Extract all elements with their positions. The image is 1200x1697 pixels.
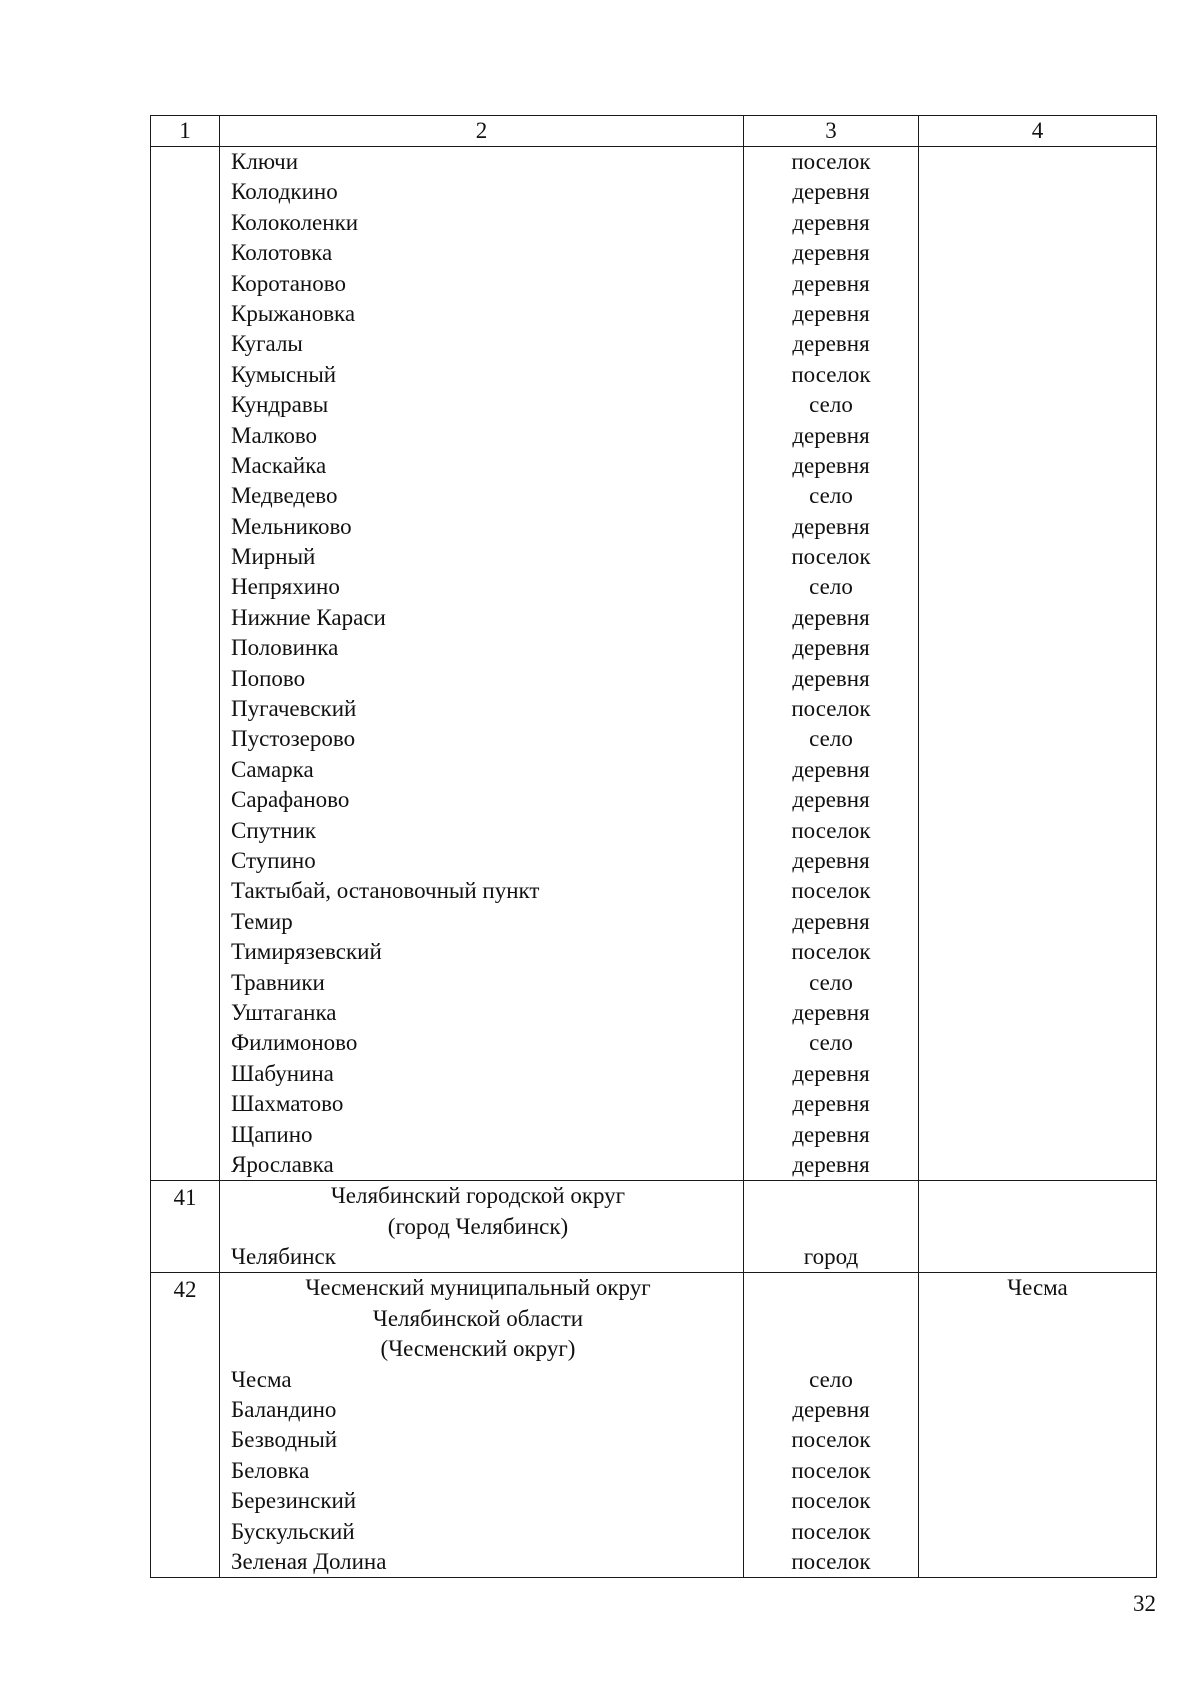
settlement-types-cell	[744, 147, 919, 1181]
settlement-name: Маскайка	[231, 452, 327, 478]
row-number: 41	[151, 1181, 220, 1273]
settlement-name: Пугачевский	[231, 696, 357, 722]
settlement-type: деревня	[792, 787, 870, 813]
settlement-name: Баландино	[231, 1397, 337, 1423]
header-cell-3: 3	[744, 116, 919, 147]
settlement-type: деревня	[792, 1060, 870, 1086]
settlement-name: Сарафаново	[231, 787, 350, 813]
settlement-name: Зеленая Долина	[231, 1548, 387, 1574]
settlement-type: деревня	[792, 452, 870, 478]
municipality-title-line: Чесменский муниципальный округ	[305, 1275, 651, 1301]
settlement-name: Колотовка	[231, 240, 333, 266]
settlement-type: поселок	[791, 149, 871, 174]
settlement-name: Тимирязевский	[231, 939, 382, 965]
settlement-name: Филимоново	[231, 1030, 358, 1056]
settlement-type: деревня	[792, 999, 870, 1025]
settlement-name: Половинка	[231, 635, 339, 661]
settlement-type: деревня	[792, 422, 870, 448]
settlement-type: деревня	[792, 665, 870, 691]
settlement-name: Мельниково	[231, 513, 352, 539]
settlement-name: Попово	[231, 665, 306, 691]
settlement-type: деревня	[792, 635, 870, 661]
settlement-type: село	[809, 483, 853, 509]
settlement-name: Бускульский	[231, 1518, 355, 1544]
settlement-type: деревня	[792, 513, 870, 539]
municipality-title-line: Челябинский городской округ	[330, 1183, 626, 1209]
settlement-types-cell	[744, 1181, 919, 1273]
settlement-name: Ступино	[231, 847, 316, 873]
municipality-cell	[220, 1181, 744, 1273]
settlement-name: Щапино	[231, 1121, 313, 1147]
settlement-name: Ключи	[231, 149, 299, 174]
row-number	[151, 147, 220, 1181]
center-cell	[919, 147, 1157, 1181]
settlement-type: село	[809, 969, 853, 995]
settlement-name: Крыжановка	[231, 300, 356, 326]
settlement-type: деревня	[792, 1091, 870, 1117]
settlement-name: Ярославка	[231, 1151, 334, 1177]
settlement-name: Челябинск	[231, 1244, 336, 1270]
settlements-table	[150, 115, 1157, 1578]
header-cell-4: 4	[919, 116, 1157, 147]
settlement-type: поселок	[791, 1488, 871, 1514]
table-row-41	[151, 1181, 1157, 1273]
settlement-name: Безводный	[231, 1427, 338, 1453]
settlement-type: село	[809, 726, 853, 752]
settlement-name: Шахматово	[231, 1091, 344, 1117]
settlement-type: деревня	[792, 847, 870, 873]
settlement-name: Малково	[231, 422, 318, 448]
settlement-type: село	[809, 1366, 853, 1392]
settlement-name: Коротаново	[231, 270, 346, 296]
municipality-title-line: (Чесменский округ)	[380, 1336, 576, 1362]
settlement-type: деревня	[792, 1121, 870, 1147]
settlement-type: поселок	[791, 1548, 871, 1574]
settlement-type: деревня	[792, 270, 870, 296]
table-row-continuation	[151, 147, 1157, 1181]
settlement-name: Нижние Караси	[231, 604, 386, 630]
municipality-title-line: (город Челябинск)	[387, 1213, 569, 1239]
settlement-name: Медведево	[231, 483, 338, 509]
center-cell	[919, 1181, 1157, 1273]
settlement-name: Мирный	[231, 544, 316, 570]
settlement-type: поселок	[791, 696, 871, 722]
settlement-type: деревня	[792, 604, 870, 630]
settlement-name: Кумысный	[231, 361, 337, 387]
settlement-type: деревня	[792, 240, 870, 266]
settlement-type: поселок	[791, 1457, 871, 1483]
settlement-name: Березинский	[231, 1488, 357, 1514]
settlement-name: Пустозерово	[231, 726, 356, 752]
municipality-title-line: Челябинской области	[372, 1305, 584, 1331]
settlement-type: деревня	[792, 756, 870, 782]
settlement-type: деревня	[792, 300, 870, 326]
settlement-type: поселок	[791, 817, 871, 843]
settlement-type: поселок	[791, 1518, 871, 1544]
settlement-type: поселок	[791, 878, 871, 904]
settlement-name: Самарка	[231, 756, 314, 782]
settlement-type: деревня	[792, 179, 870, 205]
settlement-type: село	[809, 1030, 853, 1056]
settlement-name: Спутник	[231, 817, 316, 843]
settlement-name: Чесма	[231, 1366, 292, 1392]
settlement-type: город	[803, 1244, 859, 1270]
header-cell-2: 2	[220, 116, 744, 147]
header-cell-1: 1	[151, 116, 220, 147]
settlement-name: Кундравы	[231, 392, 329, 418]
settlement-name: Колодкино	[231, 179, 338, 205]
settlement-type: поселок	[791, 361, 871, 387]
settlement-name: Кугалы	[231, 331, 303, 357]
settlement-type: деревня	[792, 908, 870, 934]
settlement-name: Беловка	[231, 1457, 310, 1483]
settlement-name: Темир	[231, 908, 293, 934]
settlement-name: Травники	[231, 969, 325, 995]
municipality-cell	[220, 1273, 744, 1578]
center-cell: Чесма	[919, 1273, 1157, 1578]
settlement-type: поселок	[791, 939, 871, 965]
settlement-types-cell	[744, 1273, 919, 1578]
settlement-name: Тактыбай, остановочный пункт	[231, 878, 540, 904]
settlement-type: деревня	[792, 1397, 870, 1423]
settlement-type: поселок	[791, 1427, 871, 1453]
settlement-type: поселок	[791, 544, 871, 570]
settlement-type: деревня	[792, 1151, 870, 1177]
settlement-name: Колоколенки	[231, 209, 359, 235]
settlement-name: Шабунина	[231, 1060, 334, 1086]
table-row-42	[151, 1273, 1157, 1578]
page-number: 32	[1133, 1591, 1156, 1616]
settlement-type: деревня	[792, 209, 870, 235]
row-number: 42	[151, 1273, 220, 1578]
settlement-names-cell	[220, 147, 744, 1181]
table-header-row	[151, 116, 1157, 147]
settlement-type: село	[809, 574, 853, 600]
settlement-name: Уштаганка	[231, 999, 337, 1025]
settlement-name: Непряхино	[231, 574, 340, 600]
settlement-type: деревня	[792, 331, 870, 357]
settlement-type: село	[809, 392, 853, 418]
